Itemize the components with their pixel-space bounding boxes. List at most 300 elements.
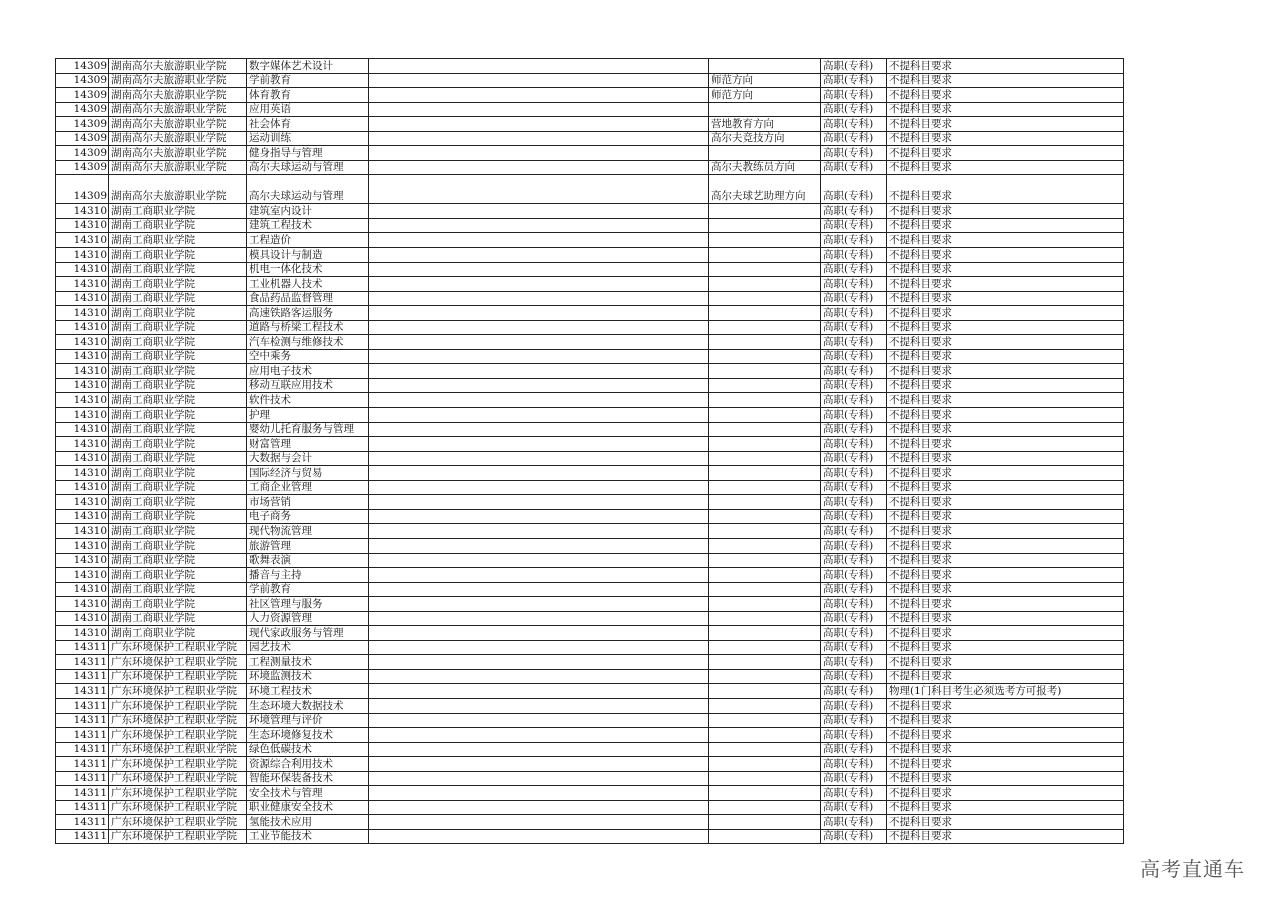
direction-cell: 高尔夫球艺助理方向 (709, 175, 821, 204)
empty-cell (1035, 466, 1124, 481)
direction-cell (709, 509, 821, 524)
table-row (56, 102, 1124, 117)
empty-cell (369, 408, 709, 423)
empty-cell (369, 655, 709, 670)
school-name-cell: 广东环境保护工程职业学院 (109, 742, 247, 757)
table-row (56, 349, 1124, 364)
school-name-cell: 湖南工商职业学院 (109, 568, 247, 583)
direction-cell (709, 233, 821, 248)
empty-cell (1035, 597, 1124, 612)
direction-cell: 营地教育方向 (709, 117, 821, 132)
major-name-cell: 人力资源管理 (247, 611, 369, 626)
school-name-cell: 广东环境保护工程职业学院 (109, 771, 247, 786)
level-cell: 高职(专科) (821, 597, 887, 612)
subject-requirement-cell: 不提科目要求 (887, 422, 1035, 437)
major-name-cell: 学前教育 (247, 73, 369, 88)
major-name-cell: 环境管理与评价 (247, 713, 369, 728)
school-code-cell: 14311 (56, 786, 109, 801)
empty-cell (369, 582, 709, 597)
empty-cell (1035, 757, 1124, 772)
empty-cell (1035, 59, 1124, 74)
level-cell: 高职(专科) (821, 728, 887, 743)
empty-cell (1035, 218, 1124, 233)
major-name-cell: 建筑室内设计 (247, 204, 369, 219)
major-name-cell: 社会体育 (247, 117, 369, 132)
table-row (56, 204, 1124, 219)
empty-cell (1035, 146, 1124, 161)
school-code-cell: 14310 (56, 248, 109, 263)
subject-requirement-cell: 不提科目要求 (887, 248, 1035, 263)
subject-requirement-cell: 不提科目要求 (887, 59, 1035, 74)
level-cell: 高职(专科) (821, 466, 887, 481)
subject-requirement-cell: 不提科目要求 (887, 466, 1035, 481)
school-name-cell: 湖南工商职业学院 (109, 422, 247, 437)
table-row (56, 568, 1124, 583)
major-name-cell: 播音与主持 (247, 568, 369, 583)
empty-cell (369, 684, 709, 699)
school-name-cell: 湖南工商职业学院 (109, 364, 247, 379)
direction-cell (709, 306, 821, 321)
subject-requirement-cell: 不提科目要求 (887, 117, 1035, 132)
major-name-cell: 财富管理 (247, 437, 369, 452)
table-row (56, 611, 1124, 626)
table-row (56, 742, 1124, 757)
major-name-cell: 环境工程技术 (247, 684, 369, 699)
school-name-cell: 湖南工商职业学院 (109, 277, 247, 292)
empty-cell (369, 248, 709, 263)
direction-cell (709, 655, 821, 670)
school-code-cell: 14311 (56, 713, 109, 728)
school-name-cell: 湖南工商职业学院 (109, 524, 247, 539)
school-code-cell: 14310 (56, 437, 109, 452)
major-name-cell: 婴幼儿托育服务与管理 (247, 422, 369, 437)
school-name-cell: 湖南工商职业学院 (109, 335, 247, 350)
school-code-cell: 14311 (56, 728, 109, 743)
school-code-cell: 14310 (56, 509, 109, 524)
empty-cell (369, 160, 709, 175)
empty-cell (369, 466, 709, 481)
major-requirements-table (55, 58, 1124, 844)
major-name-cell: 空中乘务 (247, 349, 369, 364)
empty-cell (369, 698, 709, 713)
empty-cell (369, 611, 709, 626)
school-code-cell: 14310 (56, 408, 109, 423)
subject-requirement-cell: 不提科目要求 (887, 233, 1035, 248)
level-cell: 高职(专科) (821, 640, 887, 655)
major-name-cell: 生态环境大数据技术 (247, 698, 369, 713)
school-code-cell: 14309 (56, 175, 109, 204)
empty-cell (1035, 669, 1124, 684)
school-code-cell: 14309 (56, 102, 109, 117)
school-code-cell: 14310 (56, 233, 109, 248)
school-name-cell: 湖南高尔夫旅游职业学院 (109, 160, 247, 175)
subject-requirement-cell: 不提科目要求 (887, 800, 1035, 815)
empty-cell (369, 73, 709, 88)
subject-requirement-cell: 物理(1门科目考生必须选考方可报考) (887, 684, 1035, 699)
direction-cell (709, 553, 821, 568)
table-row (56, 655, 1124, 670)
school-code-cell: 14311 (56, 669, 109, 684)
empty-cell (369, 568, 709, 583)
table-row (56, 393, 1124, 408)
direction-cell (709, 393, 821, 408)
empty-cell (369, 335, 709, 350)
empty-cell (369, 728, 709, 743)
direction-cell (709, 597, 821, 612)
major-name-cell: 职业健康安全技术 (247, 800, 369, 815)
school-name-cell: 湖南工商职业学院 (109, 306, 247, 321)
major-name-cell: 移动互联应用技术 (247, 378, 369, 393)
direction-cell (709, 742, 821, 757)
subject-requirement-cell: 不提科目要求 (887, 320, 1035, 335)
subject-requirement-cell: 不提科目要求 (887, 829, 1035, 844)
table-row (56, 160, 1124, 175)
major-name-cell: 现代物流管理 (247, 524, 369, 539)
school-code-cell: 14309 (56, 146, 109, 161)
school-code-cell: 14310 (56, 364, 109, 379)
subject-requirement-cell: 不提科目要求 (887, 262, 1035, 277)
direction-cell (709, 538, 821, 553)
table-row (56, 728, 1124, 743)
school-code-cell: 14311 (56, 640, 109, 655)
school-code-cell: 14309 (56, 117, 109, 132)
table-row (56, 248, 1124, 263)
subject-requirement-cell: 不提科目要求 (887, 378, 1035, 393)
empty-cell (369, 262, 709, 277)
school-code-cell: 14311 (56, 800, 109, 815)
school-code-cell: 14310 (56, 626, 109, 641)
table-row (56, 640, 1124, 655)
table-row (56, 437, 1124, 452)
empty-cell (369, 378, 709, 393)
major-name-cell: 护理 (247, 408, 369, 423)
level-cell: 高职(专科) (821, 829, 887, 844)
level-cell: 高职(专科) (821, 349, 887, 364)
level-cell: 高职(专科) (821, 480, 887, 495)
empty-cell (369, 815, 709, 830)
school-name-cell: 湖南工商职业学院 (109, 204, 247, 219)
school-name-cell: 湖南工商职业学院 (109, 509, 247, 524)
direction-cell (709, 786, 821, 801)
school-code-cell: 14310 (56, 320, 109, 335)
table-row (56, 597, 1124, 612)
subject-requirement-cell: 不提科目要求 (887, 815, 1035, 830)
major-name-cell: 氢能技术应用 (247, 815, 369, 830)
empty-cell (369, 553, 709, 568)
empty-cell (369, 800, 709, 815)
school-code-cell: 14310 (56, 291, 109, 306)
level-cell: 高职(专科) (821, 146, 887, 161)
school-name-cell: 广东环境保护工程职业学院 (109, 815, 247, 830)
empty-cell (1035, 538, 1124, 553)
empty-cell (369, 786, 709, 801)
school-name-cell: 湖南工商职业学院 (109, 626, 247, 641)
school-name-cell: 湖南高尔夫旅游职业学院 (109, 102, 247, 117)
table-row (56, 378, 1124, 393)
level-cell: 高职(专科) (821, 815, 887, 830)
direction-cell (709, 451, 821, 466)
school-name-cell: 湖南工商职业学院 (109, 218, 247, 233)
subject-requirement-cell: 不提科目要求 (887, 640, 1035, 655)
major-name-cell: 学前教育 (247, 582, 369, 597)
empty-cell (369, 291, 709, 306)
direction-cell (709, 59, 821, 74)
empty-cell (1035, 568, 1124, 583)
major-name-cell: 工程造价 (247, 233, 369, 248)
school-code-cell: 14310 (56, 422, 109, 437)
level-cell: 高职(专科) (821, 160, 887, 175)
subject-requirement-cell: 不提科目要求 (887, 102, 1035, 117)
direction-cell (709, 262, 821, 277)
direction-cell (709, 335, 821, 350)
level-cell: 高职(专科) (821, 713, 887, 728)
empty-cell (1035, 611, 1124, 626)
school-code-cell: 14309 (56, 88, 109, 103)
direction-cell (709, 640, 821, 655)
direction-cell: 高尔夫竞技方向 (709, 131, 821, 146)
subject-requirement-cell: 不提科目要求 (887, 597, 1035, 612)
level-cell: 高职(专科) (821, 757, 887, 772)
school-code-cell: 14311 (56, 742, 109, 757)
direction-cell (709, 364, 821, 379)
major-name-cell: 旅游管理 (247, 538, 369, 553)
school-code-cell: 14310 (56, 538, 109, 553)
subject-requirement-cell: 不提科目要求 (887, 698, 1035, 713)
school-code-cell: 14310 (56, 495, 109, 510)
subject-requirement-cell: 不提科目要求 (887, 655, 1035, 670)
school-code-cell: 14309 (56, 160, 109, 175)
empty-cell (1035, 306, 1124, 321)
level-cell: 高职(专科) (821, 538, 887, 553)
empty-cell (369, 422, 709, 437)
empty-cell (1035, 378, 1124, 393)
level-cell: 高职(专科) (821, 262, 887, 277)
school-code-cell: 14310 (56, 466, 109, 481)
direction-cell (709, 248, 821, 263)
subject-requirement-cell: 不提科目要求 (887, 786, 1035, 801)
major-name-cell: 国际经济与贸易 (247, 466, 369, 481)
level-cell: 高职(专科) (821, 88, 887, 103)
school-name-cell: 湖南工商职业学院 (109, 393, 247, 408)
empty-cell (1035, 524, 1124, 539)
major-name-cell: 工业机器人技术 (247, 277, 369, 292)
subject-requirement-cell: 不提科目要求 (887, 335, 1035, 350)
empty-cell (1035, 422, 1124, 437)
empty-cell (369, 218, 709, 233)
subject-requirement-cell: 不提科目要求 (887, 582, 1035, 597)
major-name-cell: 道路与桥梁工程技术 (247, 320, 369, 335)
subject-requirement-cell: 不提科目要求 (887, 611, 1035, 626)
empty-cell (369, 757, 709, 772)
direction-cell (709, 626, 821, 641)
empty-cell (369, 117, 709, 132)
major-name-cell: 应用电子技术 (247, 364, 369, 379)
empty-cell (1035, 160, 1124, 175)
direction-cell (709, 277, 821, 292)
major-name-cell: 高速铁路客运服务 (247, 306, 369, 321)
subject-requirement-cell: 不提科目要求 (887, 728, 1035, 743)
school-code-cell: 14310 (56, 378, 109, 393)
school-name-cell: 湖南高尔夫旅游职业学院 (109, 131, 247, 146)
level-cell: 高职(专科) (821, 524, 887, 539)
empty-cell (1035, 829, 1124, 844)
empty-cell (369, 102, 709, 117)
empty-cell (1035, 393, 1124, 408)
empty-cell (369, 771, 709, 786)
table-row (56, 262, 1124, 277)
empty-cell (1035, 320, 1124, 335)
level-cell: 高职(专科) (821, 611, 887, 626)
direction-cell (709, 757, 821, 772)
school-code-cell: 14309 (56, 131, 109, 146)
direction-cell: 师范方向 (709, 73, 821, 88)
level-cell: 高职(专科) (821, 102, 887, 117)
major-name-cell: 软件技术 (247, 393, 369, 408)
empty-cell (1035, 262, 1124, 277)
direction-cell (709, 291, 821, 306)
school-name-cell: 广东环境保护工程职业学院 (109, 786, 247, 801)
major-name-cell: 歌舞表演 (247, 553, 369, 568)
school-name-cell: 广东环境保护工程职业学院 (109, 640, 247, 655)
major-name-cell: 大数据与会计 (247, 451, 369, 466)
direction-cell (709, 728, 821, 743)
direction-cell (709, 829, 821, 844)
table-row (56, 626, 1124, 641)
direction-cell (709, 568, 821, 583)
subject-requirement-cell: 不提科目要求 (887, 306, 1035, 321)
school-name-cell: 湖南工商职业学院 (109, 320, 247, 335)
table-row (56, 320, 1124, 335)
empty-cell (1035, 349, 1124, 364)
empty-cell (369, 669, 709, 684)
table-row (56, 509, 1124, 524)
direction-cell (709, 611, 821, 626)
school-name-cell: 湖南工商职业学院 (109, 437, 247, 452)
school-name-cell: 湖南工商职业学院 (109, 248, 247, 263)
major-name-cell: 园艺技术 (247, 640, 369, 655)
subject-requirement-cell: 不提科目要求 (887, 524, 1035, 539)
table-row (56, 757, 1124, 772)
school-name-cell: 湖南工商职业学院 (109, 582, 247, 597)
level-cell: 高职(专科) (821, 451, 887, 466)
school-name-cell: 广东环境保护工程职业学院 (109, 655, 247, 670)
table-row (56, 451, 1124, 466)
table-row (56, 59, 1124, 74)
subject-requirement-cell: 不提科目要求 (887, 509, 1035, 524)
direction-cell: 师范方向 (709, 88, 821, 103)
table-row (56, 800, 1124, 815)
empty-cell (1035, 437, 1124, 452)
level-cell: 高职(专科) (821, 218, 887, 233)
school-name-cell: 湖南工商职业学院 (109, 597, 247, 612)
direction-cell (709, 466, 821, 481)
table-row (56, 218, 1124, 233)
school-code-cell: 14310 (56, 393, 109, 408)
major-name-cell: 生态环境修复技术 (247, 728, 369, 743)
major-name-cell: 数字媒体艺术设计 (247, 59, 369, 74)
level-cell: 高职(专科) (821, 568, 887, 583)
subject-requirement-cell: 不提科目要求 (887, 742, 1035, 757)
empty-cell (369, 204, 709, 219)
subject-requirement-cell: 不提科目要求 (887, 349, 1035, 364)
empty-cell (1035, 364, 1124, 379)
level-cell: 高职(专科) (821, 233, 887, 248)
school-code-cell: 14309 (56, 73, 109, 88)
level-cell: 高职(专科) (821, 277, 887, 292)
school-code-cell: 14311 (56, 655, 109, 670)
direction-cell (709, 698, 821, 713)
major-name-cell: 社区管理与服务 (247, 597, 369, 612)
empty-cell (1035, 771, 1124, 786)
subject-requirement-cell: 不提科目要求 (887, 669, 1035, 684)
direction-cell (709, 218, 821, 233)
empty-cell (369, 306, 709, 321)
level-cell: 高职(专科) (821, 393, 887, 408)
school-name-cell: 湖南工商职业学院 (109, 495, 247, 510)
empty-cell (369, 480, 709, 495)
major-name-cell: 机电一体化技术 (247, 262, 369, 277)
level-cell: 高职(专科) (821, 582, 887, 597)
major-name-cell: 高尔夫球运动与管理 (247, 175, 369, 204)
level-cell: 高职(专科) (821, 786, 887, 801)
level-cell: 高职(专科) (821, 73, 887, 88)
level-cell: 高职(专科) (821, 131, 887, 146)
school-code-cell: 14310 (56, 553, 109, 568)
table-body (56, 59, 1124, 844)
subject-requirement-cell: 不提科目要求 (887, 364, 1035, 379)
direction-cell (709, 437, 821, 452)
table-row (56, 815, 1124, 830)
major-name-cell: 高尔夫球运动与管理 (247, 160, 369, 175)
table-row (56, 553, 1124, 568)
table-row (56, 480, 1124, 495)
school-code-cell: 14311 (56, 771, 109, 786)
school-name-cell: 湖南高尔夫旅游职业学院 (109, 73, 247, 88)
direction-cell (709, 800, 821, 815)
subject-requirement-cell: 不提科目要求 (887, 408, 1035, 423)
school-name-cell: 湖南高尔夫旅游职业学院 (109, 146, 247, 161)
table-row (56, 829, 1124, 844)
level-cell: 高职(专科) (821, 320, 887, 335)
major-name-cell: 汽车检测与维修技术 (247, 335, 369, 350)
school-name-cell: 广东环境保护工程职业学院 (109, 757, 247, 772)
empty-cell (1035, 233, 1124, 248)
empty-cell (1035, 102, 1124, 117)
school-name-cell: 湖南工商职业学院 (109, 233, 247, 248)
table-row (56, 684, 1124, 699)
table-row (56, 73, 1124, 88)
subject-requirement-cell: 不提科目要求 (887, 393, 1035, 408)
direction-cell (709, 582, 821, 597)
empty-cell (1035, 88, 1124, 103)
table-row (56, 364, 1124, 379)
table-row (56, 146, 1124, 161)
level-cell: 高职(专科) (821, 422, 887, 437)
school-name-cell: 广东环境保护工程职业学院 (109, 669, 247, 684)
school-name-cell: 湖南高尔夫旅游职业学院 (109, 88, 247, 103)
major-name-cell: 模具设计与制造 (247, 248, 369, 263)
empty-cell (369, 451, 709, 466)
empty-cell (1035, 451, 1124, 466)
major-name-cell: 建筑工程技术 (247, 218, 369, 233)
school-code-cell: 14310 (56, 597, 109, 612)
table-row (56, 117, 1124, 132)
school-name-cell: 湖南工商职业学院 (109, 538, 247, 553)
subject-requirement-cell: 不提科目要求 (887, 771, 1035, 786)
table-row (56, 131, 1124, 146)
school-code-cell: 14310 (56, 204, 109, 219)
direction-cell (709, 320, 821, 335)
